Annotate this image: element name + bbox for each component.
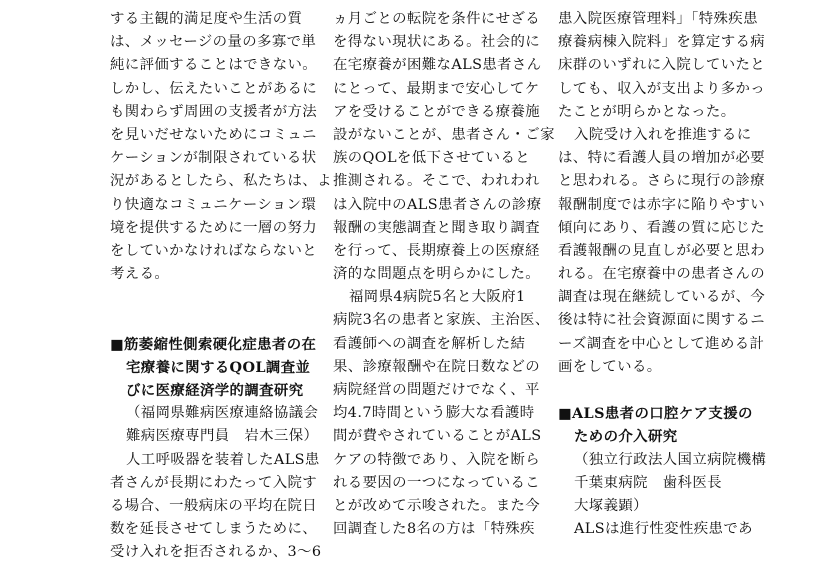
body-line: 報酬制度では赤字に陥りやすい: [558, 196, 766, 213]
author-affiliation: （独立行政法人国立病院機構: [574, 451, 767, 468]
body-line: 患入院医療管理料」「特殊疾患: [558, 11, 758, 27]
body-line: 画をしている。: [558, 358, 662, 375]
body-line: り快適なコミュニケーション環: [110, 196, 317, 213]
body-line: ALSは進行性変性疾患であ: [574, 521, 753, 538]
section-heading: ■ALS患者の口腔ケア支援の: [558, 405, 753, 423]
body-line: と思われる。さらに現行の診療: [558, 173, 766, 190]
body-line: 境を提供するために一層の努力: [110, 219, 318, 236]
body-line: も関わらず周囲の支援者が方法: [110, 103, 318, 120]
section-heading: びに医療経済学的調査研究: [126, 382, 304, 399]
body-line: 看護師への調査を解析した結: [333, 335, 526, 352]
paragraph-gap: [110, 309, 306, 332]
body-line: アを受けることができる療養施: [333, 103, 541, 120]
body-line: する主観的満足度や生活の質: [110, 11, 303, 27]
body-line: 傾向にあり、看護の質に応じた: [558, 219, 766, 236]
body-line: 床群のいずれに入院していたと: [558, 57, 766, 74]
body-line: しかし、伝えたいことがあるに: [110, 80, 318, 97]
body-line: 福岡県4病院5名と大阪府1: [349, 289, 526, 306]
body-line: 看護報酬の見直しが必要と思わ: [558, 242, 766, 259]
body-line: にとって、最期まで安心してケ: [333, 80, 540, 97]
paragraph-gap: [110, 286, 306, 309]
body-line: 調査は現在継続しているが、今: [558, 289, 766, 306]
body-line: 果、診療報酬や在院日数などの: [333, 358, 541, 375]
paragraph-gap: [558, 379, 754, 402]
body-line: は、特に看護人員の増加が必要: [558, 150, 766, 167]
body-line: ケアの特徴であり、入院を断ら: [333, 451, 541, 468]
body-line: る場合、一般病床の平均在院日: [110, 497, 318, 514]
body-line: 者さんが長期にわたって入院す: [110, 474, 318, 491]
body-line: 数を延長させてしまうために、: [110, 521, 318, 538]
body-line: 均4.7時間という膨大な看護時: [333, 405, 535, 422]
body-line: は、メッセージの量の多寡で単: [110, 34, 317, 51]
text-column-2: [333, 8, 555, 541]
body-line: 報酬の実態調査と聞き取り調査: [333, 219, 541, 236]
author-affiliation: 千葉東病院 歯科医長: [574, 474, 722, 491]
body-line: 考える。: [110, 266, 170, 283]
body-line: を行って、長期療養上の医療経: [333, 242, 540, 259]
body-line: 推測される。そこで、われわれ: [333, 173, 540, 190]
body-line: を得ない現状にある。社会的に: [333, 34, 541, 51]
body-line: 況があるとしたら、私たちは、よ: [110, 173, 332, 190]
body-line: れる。在宅療養中の患者さんの: [558, 266, 766, 283]
body-line: しても、収入が支出より多かっ: [558, 80, 766, 97]
body-line: 在宅療養が困難なALS患者さん: [333, 57, 542, 74]
section-heading: ための介入研究: [574, 428, 678, 446]
body-line: 後は特に社会資源面に関するニ: [558, 312, 766, 329]
body-line: 族のQOLを低下させていると: [333, 150, 531, 167]
body-line: 人工呼吸器を装着したALS患: [126, 451, 320, 468]
body-line: とが改めて示唆された。また今: [333, 497, 541, 514]
body-line: 受け入れを拒否されるか、3〜6: [110, 544, 322, 561]
body-line: ーズ調査を中心として進める計: [558, 335, 765, 352]
body-line: をしていかなければならないと: [110, 242, 318, 259]
body-line: たことが明らかとなった。: [558, 103, 736, 120]
author-affiliation: （福岡県難病医療連絡協議会: [126, 405, 319, 422]
author-affiliation: 難病医療専門員 岩木三保）: [126, 428, 319, 445]
author-affiliation: 大塚義顕）: [574, 497, 648, 514]
body-line: は入院中のALS患者さんの診療: [333, 196, 542, 213]
body-line: ケーションが制限されている状: [110, 150, 317, 167]
body-line: 設がないことが、患者さん・ご家: [333, 126, 555, 143]
body-line: を見いだせないためにコミュニ: [110, 126, 317, 143]
body-line: 純に評価することはできない。: [110, 57, 318, 74]
body-line: 入院受け入れを推進するに: [574, 126, 752, 143]
text-column-3: [558, 8, 767, 541]
body-line: れる要因の一つになっているこ: [333, 474, 541, 491]
section-heading: ■筋萎縮性側索硬化症患者の在: [110, 335, 317, 353]
body-line: ヵ月ごとの転院を条件にせざる: [333, 11, 541, 27]
section-heading: 宅療養に関するQOL調査並: [126, 358, 311, 376]
text-column-1: [110, 8, 332, 565]
body-line: 済的な問題点を明らかにした。: [333, 266, 541, 283]
body-line: 病院3名の患者と家族、主治医、: [333, 312, 550, 329]
body-line: 療養病棟入院料」を算定する病: [558, 34, 766, 51]
body-line: 間が費やされていることがALS: [333, 428, 542, 445]
body-line: 病院経営の問題だけでなく、平: [333, 382, 540, 398]
body-line: 回調査した8名の方は「特殊疾: [333, 521, 535, 538]
